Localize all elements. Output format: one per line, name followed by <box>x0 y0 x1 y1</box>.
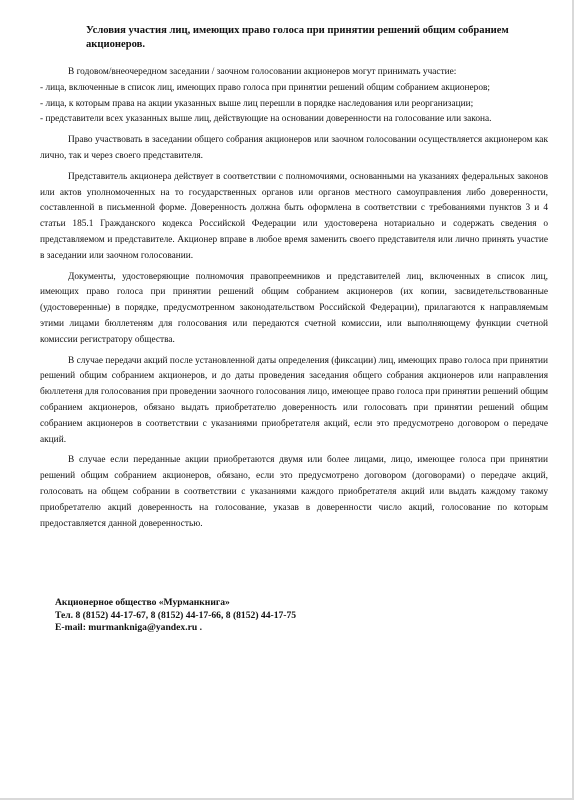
paragraph-representative: Представитель акционера действует в соответствии с полномочиями, основанными на указаниях федеральных законов или актов уполномоченных на то государственных органов или органов местного самоуправления либо доверенности, составленной в письменной форме. Доверенность должна быть оформлена в соответствии с требованиями пунктов 3 и 4 статьи 185.1 Гражданского кодекса Российской Федерации или удостоверена нотариально и содержать сведения о представляемом и представителе. Акционер вправе в любое время заменить своего представителя или лично принять участие в заседании или заочном голосовании. <box>40 171 548 261</box>
contact-block <box>55 597 535 635</box>
paragraph-participation: Право участвовать в заседании общего собрания акционеров или заочном голосовании осуществляется акционером как лично, так и через своего представителя. <box>40 135 548 161</box>
list-item: - лица, к которым права на акции указанных выше лиц перешли в порядке наследования или реорганизации; <box>40 98 474 109</box>
email-address: E-mail: murmankniga@yandex.ru . <box>55 622 202 634</box>
intro-paragraph: В годовом/внеочередном заседании / заочном голосовании акционеров могут принимать участие: <box>68 67 457 77</box>
paragraph-share-transfer: В случае передачи акций после установленной даты определения (фиксации) лиц, имеющих право голоса при принятии решений общим собранием акционеров, и до даты проведения заседания общего собрания акционеров или направления бюллетеня для голосования при проведении заочного голосования лицо, имеющее право голоса при принятии решений общим собранием акционеров, обязано выдать приобретателю доверенность или голосовать при принятии решений общим собранием акционеров в соответствии с указаниями приобретателя акций, если это предусмотрено договором о передаче акций. <box>40 355 548 445</box>
paragraph-multiple-acquirers: В случае если переданные акции приобретаются двумя или более лицами, лицо, имеющее голоса при принятии решений общим собранием акционеров, обязано, если это предусмотрено договором (договорами) о передаче акций, голосовать на общем собрании в соответствии с указаниями каждого приобретателя акций или выдать каждому такому приобретателю акций доверенность на голосование, указав в доверенности число акций, голосование по которым предоставляется данной доверенностью. <box>40 455 548 529</box>
list-item: - представители всех указанных выше лиц, действующие на основании доверенности на голосование или закона. <box>40 114 492 125</box>
document-title: Условия участия лиц, имеющих право голоса при принятии решений общим собранием акционеров. <box>86 25 509 50</box>
document-body <box>40 65 548 532</box>
phone-numbers: Тел. 8 (8152) 44-17-67, 8 (8152) 44-17-66, 8 (8152) 44-17-75 <box>55 609 297 621</box>
paragraph-documents: Документы, удостоверяющие полномочия правопреемников и представителей лиц, включенных в список лиц, имеющих право голоса при принятии решений общим собранием акционеров (их копии, засвидетельствованные (удостоверенные) в порядке, предусмотренном законодательством Российской Федерации), прилагаются к направляемым этими лицами бюллетеням для голосования или передаются счетной комиссии, или выполняющему функции счетной комиссии регистратору общества. <box>40 271 548 345</box>
company-name: Акционерное общество «Мурманкнига» <box>55 597 230 608</box>
list-item: - лица, включенные в список лиц, имеющих право голоса при принятии решений общим собранием акционеров; <box>40 82 490 93</box>
